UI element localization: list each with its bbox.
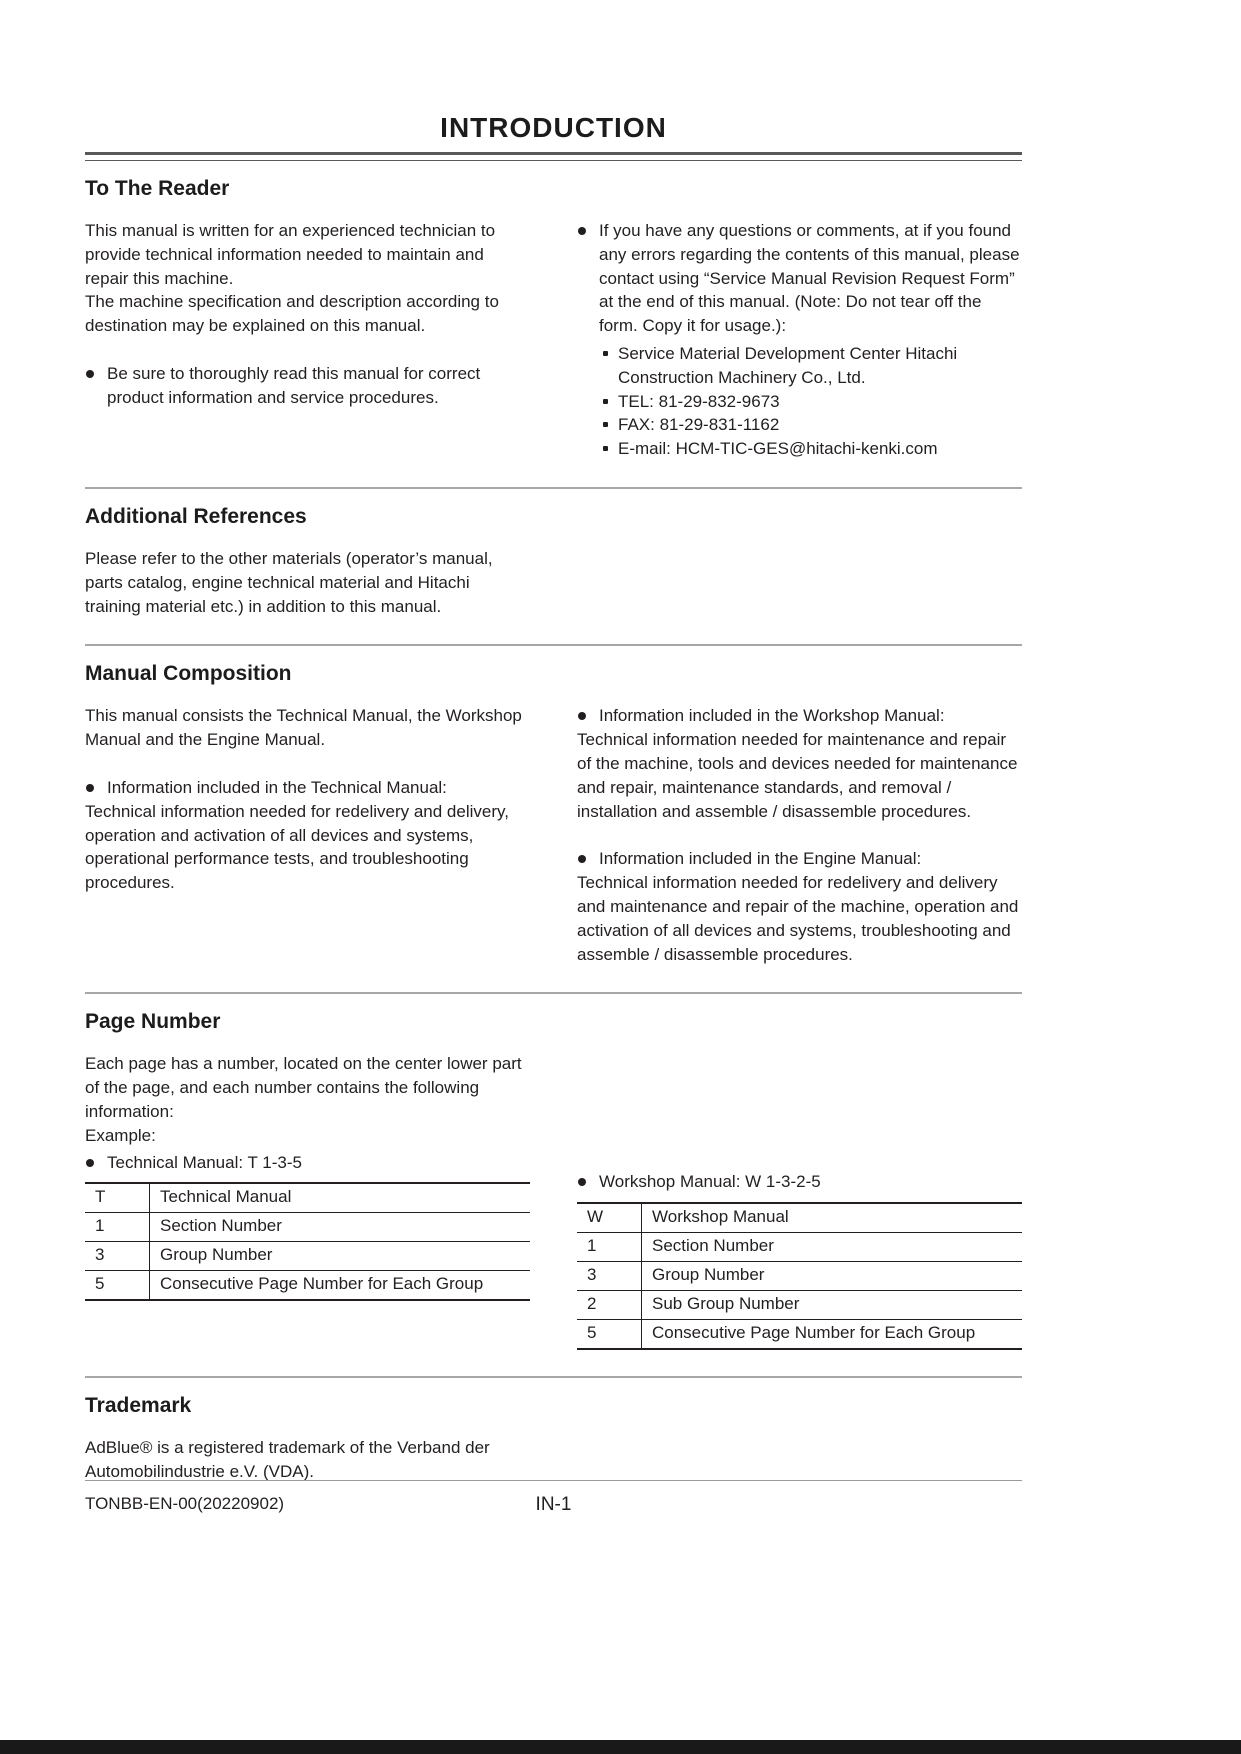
table-desc-cell: Consecutive Page Number for Each Group (160, 1274, 484, 1294)
table-code-cell: 1 (577, 1233, 642, 1262)
bullet-text: Technical Manual: T 1-3-5 (107, 1152, 302, 1172)
to-the-reader-left-column (85, 219, 530, 410)
contact-item-text: FAX: 81-29-831-1162 (618, 415, 780, 435)
bullet-text: If you have any questions or comments, at if you found any errors regarding the contents of this manual, please contact using “Service Manual Revision Request Form” at the end of this manual. (Note: Do not tear off the form. Copy it for usage.): (599, 221, 1020, 336)
paragraph: Technical information needed for maintenance and repair of the machine, tools and devices needed for maintenance and repair, maintenance standards, and removal / installation and assemble / disassemble procedures. (577, 730, 1018, 821)
sub-bullet-icon (603, 351, 608, 356)
bullet-icon (578, 855, 586, 863)
table-code-cell: 5 (85, 1271, 150, 1300)
table-code-cell: 1 (85, 1213, 150, 1242)
bullet-text: Be sure to thoroughly read this manual for correct product information and service procedures. (107, 363, 481, 407)
page-number-label: IN-1 (535, 1494, 572, 1515)
section-trademark (85, 1394, 1022, 1484)
technical-page-number-table (85, 1182, 530, 1301)
bullet-item (577, 219, 1022, 338)
section-heading-additional-references: Additional References (85, 504, 307, 528)
contact-item-text: Service Material Development Center Hitachi Construction Machinery Co., Ltd. (618, 343, 958, 387)
table-desc-cell: Group Number (150, 1242, 531, 1271)
bullet-icon (578, 227, 586, 235)
footer-rule (85, 1480, 1022, 1481)
paragraph: Technical information needed for redelivery and delivery and maintenance and repair of the machine, operation and activation of all devices and systems, troubleshooting and assemble / disassemble procedures. (577, 873, 1019, 964)
sub-bullet-icon (603, 422, 608, 427)
table-row (85, 1183, 530, 1212)
document-code: TONBB-EN-00(20220902) (85, 1494, 285, 1513)
bottom-bar (0, 1740, 1241, 1754)
table-desc-cell: Workshop Manual (642, 1203, 1023, 1232)
workshop-page-number-table (577, 1202, 1022, 1350)
page-number-left-column (85, 1052, 530, 1301)
table-row (85, 1271, 530, 1300)
section-page-number (85, 1010, 1022, 1349)
bullet-icon (578, 1178, 586, 1186)
bullet-text: Information included in the Technical Manual: (107, 777, 447, 797)
bullet-item (85, 1151, 530, 1175)
paragraph: Please refer to the other materials (operator’s manual, parts catalog, engine technical material and Hitachi training material etc.) in addition to this manual. (85, 548, 493, 616)
table-desc-cell: Sub Group Number (642, 1290, 1023, 1319)
example-label: Example: (85, 1125, 156, 1145)
section-manual-composition (85, 662, 1022, 966)
manual-composition-right-column (577, 704, 1022, 966)
table-row (577, 1262, 1022, 1291)
page-number-right-column (577, 1052, 1022, 1349)
contact-item (603, 437, 1022, 461)
table-row (577, 1203, 1022, 1232)
bullet-icon (86, 1159, 94, 1167)
section-divider (85, 1376, 1022, 1378)
bullet-text: Information included in the Engine Manual: (599, 849, 922, 869)
section-additional-references (85, 505, 1022, 618)
bullet-icon (86, 784, 94, 792)
bullet-item (85, 776, 530, 800)
paragraph: AdBlue® is a registered trademark of the Verband der Automobilindustrie e.V. (VDA). (85, 1437, 490, 1481)
paragraph: The machine specification and description according to destination may be explained on this manual. (85, 292, 499, 336)
section-heading-manual-composition: Manual Composition (85, 662, 292, 686)
sub-bullet-icon (603, 399, 608, 404)
table-row (577, 1290, 1022, 1319)
table-row (85, 1213, 530, 1242)
paragraph: Each page has a number, located on the center lower part of the page, and each number contains the following information: (85, 1054, 522, 1121)
table-desc-cell: Consecutive Page Number for Each Group (652, 1322, 976, 1342)
section-divider (85, 487, 1022, 489)
contact-list (603, 342, 1022, 461)
section-heading-page-number: Page Number (85, 1010, 221, 1034)
contact-item-text: TEL: 81-29-832-9673 (618, 391, 780, 411)
to-the-reader-right-column (577, 219, 1022, 461)
table-code-cell: T (85, 1183, 150, 1212)
table-desc-cell: Section Number (150, 1213, 531, 1242)
section-divider (85, 644, 1022, 646)
bullet-text: Information included in the Workshop Manual: (599, 706, 945, 726)
section-heading-trademark: Trademark (85, 1393, 192, 1417)
table-row (85, 1242, 530, 1271)
table-row (577, 1233, 1022, 1262)
section-to-the-reader (85, 177, 1022, 461)
bullet-text: Workshop Manual: W 1-3-2-5 (599, 1172, 821, 1192)
table-desc-cell: Section Number (642, 1233, 1023, 1262)
table-code-cell: 2 (577, 1290, 642, 1319)
bullet-item (577, 704, 1022, 728)
title-rule (85, 152, 1022, 161)
contact-item (603, 413, 1022, 437)
paragraph: This manual consists the Technical Manual, the Workshop Manual and the Engine Manual. (85, 706, 522, 750)
table-desc-cell: Technical Manual (150, 1183, 531, 1212)
contact-item (603, 342, 1022, 390)
bullet-icon (86, 370, 94, 378)
contact-item-text: E-mail: HCM-TIC-GES@hitachi-kenki.com (618, 439, 938, 459)
table-code-cell: 3 (577, 1262, 642, 1291)
page-footer (85, 1480, 1022, 1514)
bullet-icon (578, 712, 586, 720)
paragraph: This manual is written for an experienced technician to provide technical information needed to maintain and repair this machine. (85, 221, 496, 288)
page-title: INTRODUCTION (440, 112, 667, 143)
paragraph: Technical information needed for redelivery and delivery, operation and activation of all devices and systems, operational performance tests, and troubleshooting procedures. (85, 801, 509, 893)
manual-composition-left-column (85, 704, 530, 895)
footer-row (85, 1494, 1022, 1514)
table-code-cell: 5 (577, 1319, 642, 1348)
table-code-cell: W (577, 1203, 642, 1232)
table-row (577, 1319, 1022, 1348)
table-desc-cell: Group Number (642, 1262, 1023, 1291)
sub-bullet-icon (603, 446, 608, 451)
bullet-item (577, 1170, 1022, 1194)
bullet-item (577, 847, 1022, 871)
table-code-cell: 3 (85, 1242, 150, 1271)
page-content (85, 0, 1022, 1483)
section-divider (85, 992, 1022, 994)
section-heading-to-the-reader: To The Reader (85, 177, 230, 200)
contact-item (603, 390, 1022, 414)
bullet-item (85, 362, 530, 410)
